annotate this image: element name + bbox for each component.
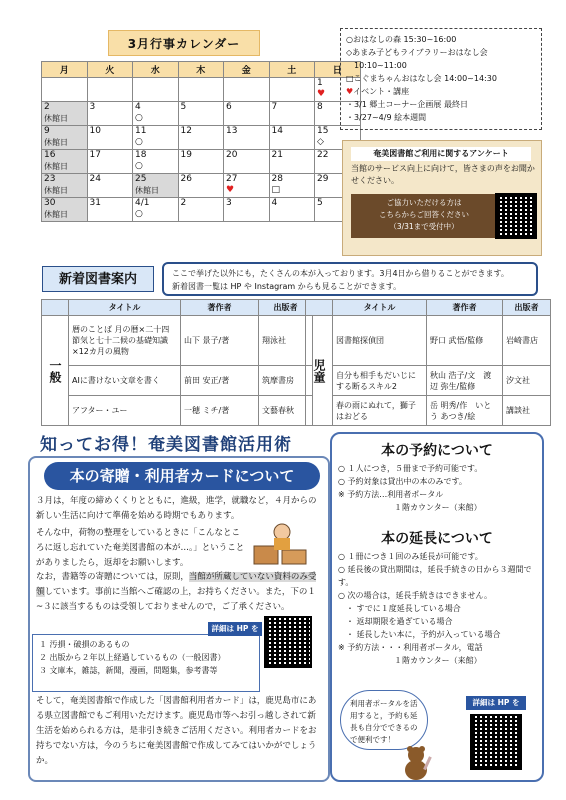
calendar-date: 8 [317, 102, 323, 112]
calendar-date: 4 [271, 198, 278, 208]
calendar-cell [224, 78, 270, 102]
calendar-date: 11 [135, 126, 147, 136]
calendar-cell [178, 126, 224, 150]
calendar-day-header: 火 [87, 62, 133, 78]
survey-qr-code[interactable] [495, 193, 537, 239]
heart-icon: ♥ [226, 185, 235, 195]
calendar-date: 31 [89, 198, 101, 208]
diamond-icon: ◇ [317, 137, 324, 147]
calendar-date: 16 [44, 150, 56, 160]
book-title: アフター・ユー [69, 396, 181, 426]
donation-highlight: 当館が所蔵していない資料のみ受領 [36, 572, 317, 597]
survey-callout-line: （3/31まで受付中） [389, 222, 459, 231]
calendar-date: 27 [226, 174, 238, 184]
circle-icon: ○ [135, 209, 143, 219]
bear-illustration [396, 742, 436, 782]
circle-icon: ○ [135, 161, 143, 171]
col-title: タイトル [69, 300, 181, 316]
general-books-table [41, 299, 313, 426]
book-pub: 文藝春秋 [259, 396, 313, 426]
col-author: 著作者 [181, 300, 259, 316]
calendar-cell [178, 174, 224, 198]
square-icon: □ [271, 185, 281, 195]
newbooks-note-line: 新着図書一覧は HP や Instagram からも見ることができます。 [172, 282, 402, 291]
book-author: 前田 安正/著 [181, 366, 259, 396]
calendar-cell [87, 198, 133, 222]
portal-speech-bubble: 利用者ポータルを活用すると，予約も延長も自分でできるので便利です！ [340, 690, 428, 750]
calendar-cell [269, 126, 315, 150]
book-row [42, 396, 313, 426]
calendar-cell [133, 126, 179, 150]
calendar-day-header: 水 [133, 62, 179, 78]
calendar-day-header: 金 [224, 62, 270, 78]
extension-item: ・ 返却期限を過ぎている場合 [346, 617, 453, 626]
col-author: 著作者 [427, 300, 503, 316]
calendar-date: 19 [180, 150, 192, 160]
calendar-cell [178, 198, 224, 222]
survey-text: 当館のサービス向上に向けて，皆さまの声をお聞かせください。 [351, 164, 535, 185]
calendar-cell [269, 198, 315, 222]
calendar-date: 10 [89, 126, 101, 136]
illustration-boxes [250, 520, 312, 568]
reservation-heading: 本の予約について [381, 443, 493, 459]
calendar-cell [224, 198, 270, 222]
extension-list [338, 550, 538, 667]
category-label: 児童 [306, 316, 333, 426]
closed-label: 休館日 [135, 186, 159, 195]
newbooks-note [162, 262, 538, 296]
survey-heading: 奄美図書館ご利用に関するアンケート [351, 147, 531, 161]
extension-item: ・ すでに１度延長している場合 [346, 604, 461, 613]
book-pub: 岩崎書店 [503, 316, 551, 366]
calendar-cell [87, 78, 133, 102]
legend-item: 10:10~11:00 [346, 61, 407, 70]
calendar-cell [269, 78, 315, 102]
calendar-date: 22 [317, 150, 329, 160]
donation-paragraph-3 [36, 570, 322, 615]
calendar-date: 30 [44, 198, 56, 208]
reservation-item: ○ １人につき，５冊まで予約可能です。 [338, 464, 483, 473]
calendar-date: 29 [317, 174, 329, 184]
reservation-item: ○ 予約対象は貸出中の本のみです。 [338, 477, 467, 486]
calendar-cell [269, 150, 315, 174]
newbooks-note-line: ここで挙げた以外にも，たくさんの本が入っております。3月4日から借りることができます。 [172, 269, 509, 278]
calendar-day-header: 木 [178, 62, 224, 78]
legend-item: ・3/27~4/9 絵本週間 [346, 113, 427, 122]
calendar-cell [133, 174, 179, 198]
book-pub: 翔泳社 [259, 316, 313, 366]
calendar-cell [269, 174, 315, 198]
calendar-date: 2 [44, 102, 50, 112]
calendar-date: 18 [135, 150, 147, 160]
calendar-cell [87, 126, 133, 150]
col-publisher: 出版者 [503, 300, 551, 316]
calendar-cell [133, 102, 179, 126]
calendar-day-header: 日 [315, 62, 361, 78]
calendar-date: 6 [226, 102, 232, 112]
calendar-date: 17 [89, 150, 101, 160]
tips-heading: 知ってお得！奄美図書館活用術 [40, 435, 292, 455]
donation-qr-code[interactable] [264, 616, 312, 668]
calendar-date: 14 [271, 126, 283, 136]
book-title: 図書館探偵団 [333, 316, 427, 366]
calendar-cell [87, 150, 133, 174]
category-label: 一般 [42, 316, 69, 426]
extension-heading: 本の延長について [381, 531, 493, 547]
not-accepted-item: ２ 出版から２年以上経過しているもの（一般図書） [39, 653, 226, 662]
donation-heading: 本の寄贈・利用者カードについて [44, 462, 320, 490]
closed-label: 休館日 [44, 186, 68, 195]
book-row [306, 316, 551, 366]
legend-item: ・3/1 郷土コーナー企画展 最終日 [346, 100, 468, 109]
calendar-cell [42, 78, 88, 102]
calendar-date: 25 [135, 174, 147, 184]
closed-label: 休館日 [44, 162, 68, 171]
calendar-cell [224, 126, 270, 150]
book-pub: 筑摩書房 [259, 366, 313, 396]
calendar-cell [224, 174, 270, 198]
book-author: 山下 景子/著 [181, 316, 259, 366]
donation-paragraph-2: そんな中，荷物の整理をしているときに「こんなところに返し忘れていた奄美図書館の本が…。」ということがありましたら，返却をお願いします。 [36, 528, 245, 568]
calendar-cell [224, 102, 270, 126]
newbooks-title: 新着図書案内 [42, 266, 154, 292]
book-row [306, 366, 551, 396]
calendar-date: 15 [317, 126, 329, 136]
calendar-cell [87, 102, 133, 126]
col-publisher: 出版者 [259, 300, 313, 316]
not-accepted-item: １ 汚損・破損のあるもの [39, 640, 130, 649]
book-author: 野口 武悟/監修 [427, 316, 503, 366]
calendar-cell [133, 150, 179, 174]
survey-board [342, 140, 542, 256]
calendar-cell [42, 150, 88, 174]
circle-icon: ○ [135, 113, 143, 123]
calendar-date: 13 [226, 126, 238, 136]
book-pub: 講談社 [503, 396, 551, 426]
book-row [42, 366, 313, 396]
reservation-list [338, 462, 538, 514]
children-books-table [305, 299, 551, 426]
calendar-date: 7 [271, 102, 278, 112]
calendar-date: 1 [317, 78, 323, 88]
calendar-date: 2 [180, 198, 187, 208]
calendar-date: 5 [317, 198, 323, 208]
book-title: AIに書けない文章を書く [69, 366, 181, 396]
calendar-date: 3 [89, 102, 96, 112]
calendar-cell [178, 150, 224, 174]
extension-item: ○ １冊につき１回のみ延長が可能です。 [338, 552, 483, 561]
calendar-date: 4 [135, 102, 141, 112]
calendar-cell [42, 102, 88, 126]
calendar-legend [340, 28, 542, 130]
calendar-cell [133, 78, 179, 102]
reservation-item: ※ 予約方法…利用者ポータル [338, 490, 444, 499]
calendar-date: 9 [44, 126, 50, 136]
col-title: タイトル [333, 300, 427, 316]
heart-icon: ♥ [317, 89, 326, 99]
calendar-cell [178, 102, 224, 126]
extension-item: ・ 延長したい本に，予約が入っている場合 [346, 630, 501, 639]
reservation-qr-code[interactable] [470, 714, 522, 770]
calendar-cell [42, 198, 88, 222]
extension-item: ○ 次の場合は，延長手続きはできません。 [338, 591, 493, 600]
calendar-date: 3 [226, 198, 232, 208]
blank-header [306, 300, 333, 316]
extension-item: ※ 予約方法・・・利用者ポータル，電話 [338, 643, 483, 652]
donation-text: しています。事前に当館へご確認の上，お持ちください。また，下の１~３に該当するものは受領しておりませんので，ご了承ください。 [36, 587, 316, 612]
calendar-day-header: 月 [42, 62, 88, 78]
book-author: 秋山 浩子/文 渡辺 弥生/監修 [427, 366, 503, 396]
not-accepted-item: ３ 文庫本，雑誌，新聞，漫画，問題集，参考書等 [39, 666, 218, 675]
calendar-cell [224, 150, 270, 174]
closed-label: 休館日 [44, 138, 68, 147]
book-author: 岳 明秀/作 いとう あつき/絵 [427, 396, 503, 426]
closed-label: 休館日 [44, 114, 68, 123]
legend-item: ○おはなしの森 15:30~16:00 [346, 35, 457, 44]
book-row [306, 396, 551, 426]
legend-item: ◇あまみ子どもライブラリーおはなし会 [346, 48, 488, 57]
legend-item: □こぐまちゃんおはなし会 14:00~14:30 [346, 74, 497, 83]
calendar-date: 24 [89, 174, 101, 184]
calendar-date: 26 [180, 174, 192, 184]
book-row [42, 316, 313, 366]
book-title: 春の雨にぬれて，獅子はおどる [333, 396, 427, 426]
calendar-date: 5 [180, 102, 187, 112]
survey-callout-line: ご協力いただける方は [386, 198, 462, 207]
extension-item: １階カウンター（来館） [338, 656, 482, 665]
closed-label: 休館日 [44, 210, 68, 219]
survey-callout-line: こちらからご回答ください [379, 210, 469, 219]
survey-callout [351, 194, 497, 238]
calendar-date: 12 [180, 126, 192, 136]
reservation-item: １階カウンター（来館） [338, 503, 482, 512]
calendar-cell [42, 174, 88, 198]
not-accepted-list [32, 634, 260, 692]
calendar-cell [269, 102, 315, 126]
user-card-paragraph: そして，奄美図書館で作成した「図書館利用者カード」は，鹿児島市にある県立図書館でもご利用いただけます。鹿児島市等へお引っ越しされて新生活を始められる方は，是非引き続きご活用ください。利用者カードをお持ちでない方は，今のうちに奄美図書館で作成してみてはいかがでしょうか。 [36, 696, 317, 766]
book-title: 暦のことば 月の暦×二十四節気と七十二候の基礎知識×12カ月の風物 [69, 316, 181, 366]
event-calendar [41, 61, 361, 222]
book-pub: 汐文社 [503, 366, 551, 396]
calendar-date: 23 [44, 174, 56, 184]
donation-hp-label: 詳細は HP を [208, 622, 262, 636]
donation-text: なお，書籍等の寄贈については，原則， [36, 572, 189, 582]
calendar-cell [178, 78, 224, 102]
donation-paragraph-1: ３月は，年度の締めくくりとともに，進級，進学，就職など，４月からの新しい生活に向けて準備を始める時期でもあります。 [36, 496, 317, 521]
blank-header [42, 300, 69, 316]
reservation-hp-label: 詳細は HP を [466, 696, 526, 710]
legend-item: ♥イベント・講座 [346, 87, 410, 96]
calendar-date: 4/1 [135, 198, 150, 208]
calendar-day-header: 土 [269, 62, 315, 78]
extension-item: ○ 延長後の貸出期間は，延長手続きの日から３週間です。 [338, 565, 532, 587]
calendar-title: 3月行事カレンダー [108, 30, 260, 56]
calendar-cell [87, 174, 133, 198]
calendar-cell [42, 126, 88, 150]
book-author: 一穂 ミチ/著 [181, 396, 259, 426]
calendar-date: 21 [271, 150, 283, 160]
calendar-date: 28 [271, 174, 283, 184]
calendar-date: 20 [226, 150, 238, 160]
book-title: 自分も相手もだいじにする断るスキル2 [333, 366, 427, 396]
calendar-cell [133, 198, 179, 222]
circle-icon: ○ [135, 137, 143, 147]
